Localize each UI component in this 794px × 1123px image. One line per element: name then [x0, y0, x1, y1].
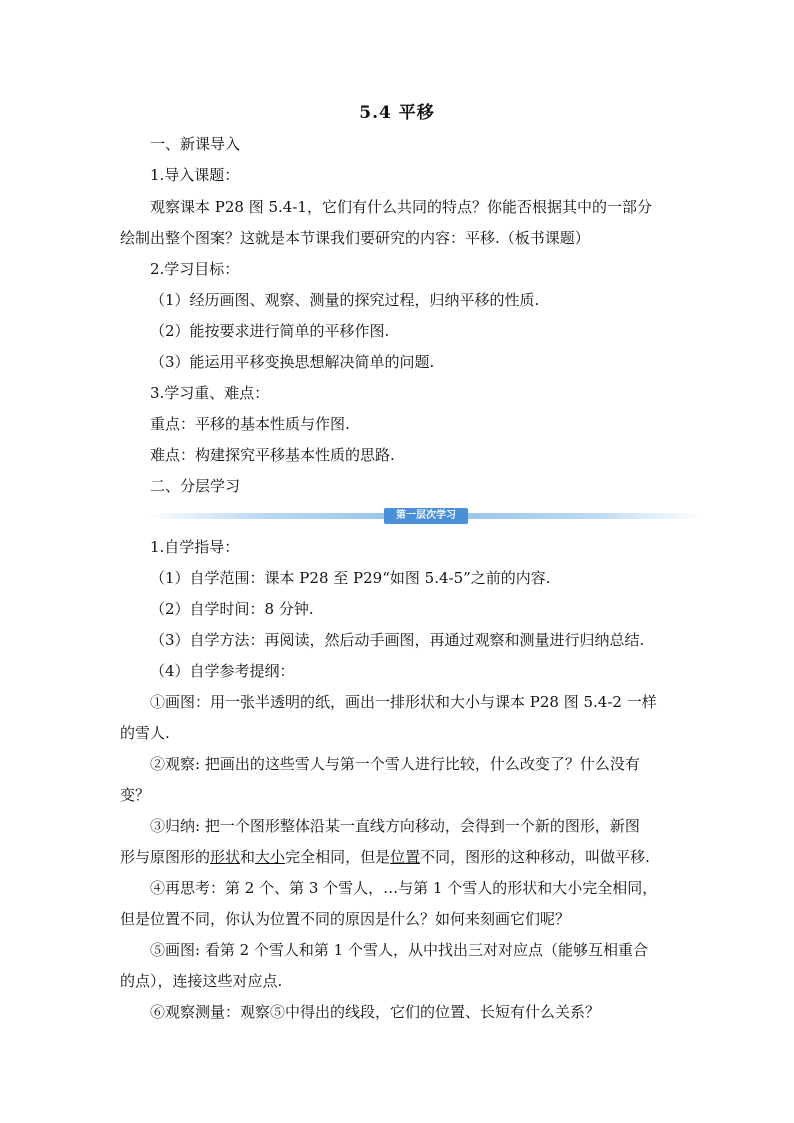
instruction-item: （1）自学范围：课本 P28 至 P29“如图 5.4-5”之前的内容.	[150, 569, 551, 587]
instruction-item: （3）自学方法：再阅读，然后动手画图，再通过观察和测量进行归纳总结.	[150, 631, 645, 649]
page-title: 5.4 平移	[359, 103, 435, 123]
goal-item: （3）能运用平移变换思想解决简单的问题.	[150, 353, 435, 371]
outline-item: 但是位置不同，你认为位置不同的原因是什么？如何来刻画它们呢？	[120, 910, 571, 928]
outline-item: ⑥观察测量：观察⑤中得出的线段，它们的位置、长短有什么关系？	[150, 1003, 601, 1021]
outline-item: 的雪人.	[120, 724, 170, 742]
text-span: 不同，图形的这种移动，叫做平移.	[420, 848, 650, 866]
outline-item: 变？	[120, 786, 151, 804]
subheading-self-study: 1.自学指导：	[150, 538, 240, 556]
outline-item: ⑤画图: 看第 2 个雪人和第 1 个雪人，从中找出三对对应点（能够互相重合	[150, 941, 648, 959]
underlined-blank-size: 大小	[255, 848, 286, 866]
subheading-goals: 2.学习目标：	[150, 260, 240, 278]
instruction-item: （2）自学时间：8 分钟.	[150, 600, 314, 618]
outline-item: ①画图：用一张半透明的纸，画出一排形状和大小与课本 P28 图 5.4-2 一样	[150, 693, 657, 711]
underlined-blank-shape: 形状	[210, 848, 241, 866]
instruction-item: （4）自学参考提纲：	[150, 662, 295, 680]
goal-item: （2）能按要求进行简单的平移作图.	[150, 322, 390, 340]
outline-item: ②观察: 把画出的这些雪人与第一个雪人进行比较，什么改变了？什么没有	[150, 755, 640, 773]
section-heading-intro: 一、新课导入	[150, 135, 241, 153]
difficult-point: 难点：构建探究平移基本性质的思路.	[150, 446, 395, 464]
text-span: 完全相同，但是	[285, 848, 391, 866]
outline-item	[120, 847, 650, 867]
divider-label: 第一层次学习	[384, 508, 468, 524]
subheading-key-points: 3.学习重、难点：	[150, 384, 270, 402]
outline-item: 的点），连接这些对应点.	[120, 972, 283, 990]
underlined-blank-position: 位置	[390, 848, 421, 866]
outline-item: ③归纳: 把一个图形整体沿某一直线方向移动，会得到一个新的图形，新图	[150, 817, 640, 835]
text-span: 形与原图形的	[120, 848, 211, 866]
paragraph-line: 观察课本 P28 图 5.4-1，它们有什么共同的特点？你能否根据其中的一部分	[150, 198, 652, 216]
paragraph-line: 绘制出整个图案？这就是本节课我们要研究的内容：平移.（板书课题）	[120, 229, 590, 247]
key-point: 重点：平移的基本性质与作图.	[150, 415, 350, 433]
subheading-topic: 1.导入课题：	[150, 166, 240, 184]
section-heading-layered: 二、分层学习	[150, 477, 241, 495]
level-divider	[148, 508, 704, 524]
outline-item: ④再思考：第 2 个、第 3 个雪人，…与第 1 个雪人的形状和大小完全相同，	[150, 879, 658, 897]
text-span: 和	[240, 848, 256, 866]
goal-item: （1）经历画图、观察、测量的探究过程，归纳平移的性质.	[150, 291, 540, 309]
